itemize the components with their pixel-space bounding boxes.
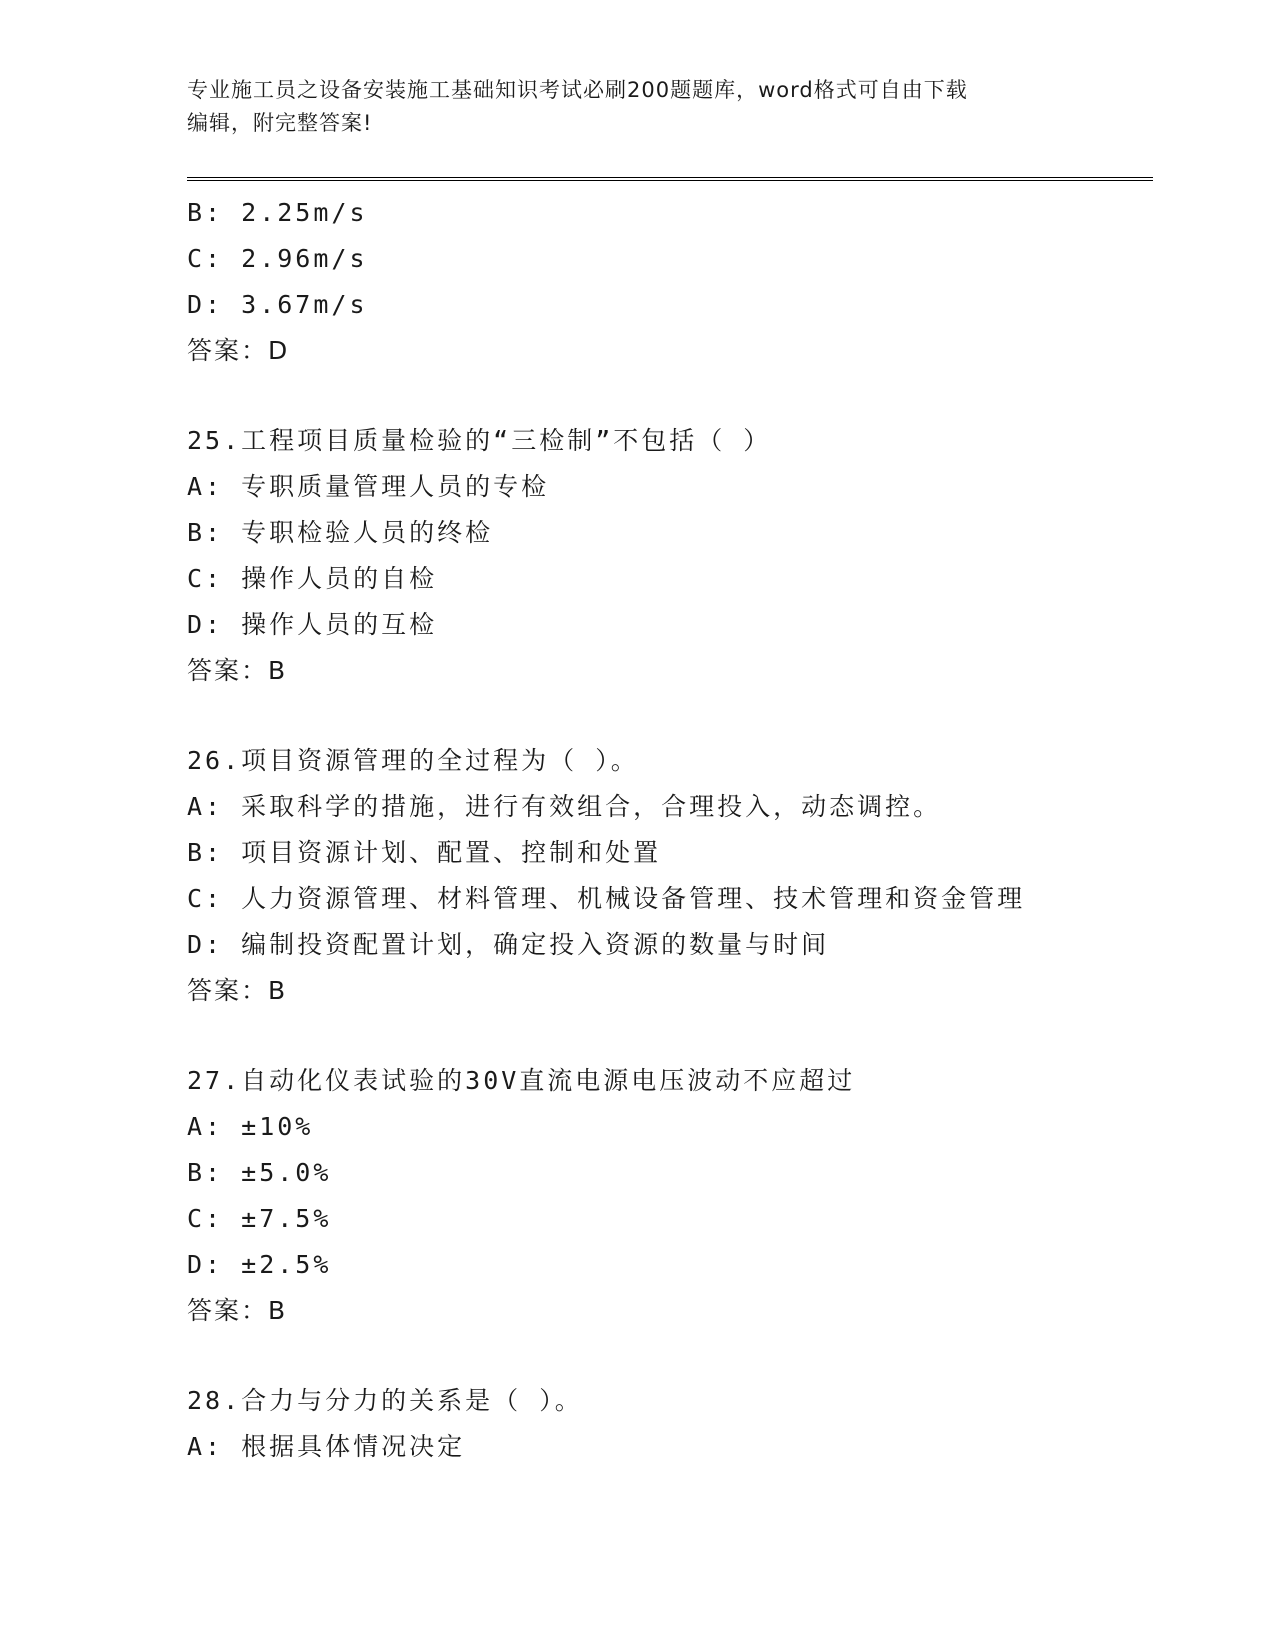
option-d: D: ±2.5%	[187, 1250, 332, 1279]
spacer	[187, 374, 1153, 418]
header-title-line2: 编辑，附完整答案!	[187, 111, 373, 135]
option-b: B: 专职检验人员的终检	[187, 518, 494, 547]
document-header	[187, 74, 1087, 140]
question-26-block	[187, 738, 1153, 1014]
answer-line: 答案：B	[187, 1296, 288, 1325]
header-divider-bottom	[187, 180, 1153, 181]
option-b: B: 项目资源计划、配置、控制和处置	[187, 838, 662, 867]
header-title-line1: 专业施工员之设备安装施工基础知识考试必刷200题题库，word格式可自由下载	[187, 78, 968, 102]
option-c: C: 人力资源管理、材料管理、机械设备管理、技术管理和资金管理	[187, 884, 1026, 913]
option-d: D: 操作人员的互检	[187, 610, 438, 639]
answer-line: 答案：D	[187, 336, 290, 365]
question-text: 28.合力与分力的关系是（ ）。	[187, 1386, 583, 1415]
answer-line: 答案：B	[187, 656, 288, 685]
spacer	[187, 1014, 1153, 1058]
option-b: B: 2.25m/s	[187, 198, 368, 227]
question-text: 26.项目资源管理的全过程为（ ）。	[187, 746, 639, 775]
option-c: C: 操作人员的自检	[187, 564, 438, 593]
question-27-block	[187, 1058, 1153, 1334]
option-a: A: ±10%	[187, 1112, 314, 1141]
question-text: 25.工程项目质量检验的“三检制”不包括（ ）	[187, 426, 772, 455]
option-a: A: 根据具体情况决定	[187, 1432, 466, 1461]
option-d: D: 编制投资配置计划，确定投入资源的数量与时间	[187, 930, 830, 959]
spacer	[187, 694, 1153, 738]
spacer	[187, 1334, 1153, 1378]
question-text: 27.自动化仪表试验的30V直流电源电压波动不应超过	[187, 1066, 856, 1095]
option-d: D: 3.67m/s	[187, 290, 368, 319]
option-b: B: ±5.0%	[187, 1158, 332, 1187]
question-list	[187, 190, 1153, 1470]
question-25-block	[187, 418, 1153, 694]
option-c: C: ±7.5%	[187, 1204, 332, 1233]
header-divider-top	[187, 177, 1153, 178]
option-a: A: 采取科学的措施，进行有效组合，合理投入，动态调控。	[187, 792, 942, 821]
option-c: C: 2.96m/s	[187, 244, 368, 273]
question-28-block	[187, 1378, 1153, 1470]
question-24-block	[187, 190, 1153, 374]
answer-line: 答案：B	[187, 976, 288, 1005]
option-a: A: 专职质量管理人员的专检	[187, 472, 550, 501]
